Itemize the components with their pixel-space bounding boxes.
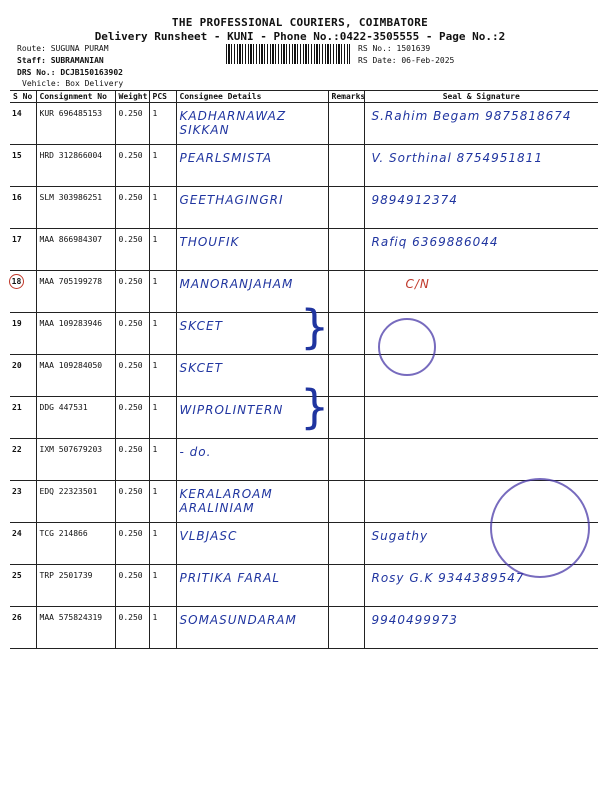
document-subtitle: Delivery Runsheet - KUNI - Phone No.:0422-3505555 - Page No.:2 bbox=[94, 30, 506, 43]
row-cons: TCG 214866 bbox=[36, 523, 115, 565]
handwritten-consignee: VLBJASC bbox=[179, 529, 238, 543]
row-remarks bbox=[328, 355, 364, 397]
row-remarks bbox=[328, 313, 364, 355]
row-cons: SLM 303986251 bbox=[36, 187, 115, 229]
row-consignee bbox=[176, 229, 328, 271]
row-sno bbox=[10, 271, 36, 313]
row-pcs: 1 bbox=[149, 481, 176, 523]
row-sno: 20 bbox=[10, 355, 36, 397]
handwritten-consignee: SOMASUNDARAM bbox=[179, 613, 297, 627]
row-pcs: 1 bbox=[149, 355, 176, 397]
row-weight: 0.250 bbox=[115, 145, 149, 187]
row-weight: 0.250 bbox=[115, 439, 149, 481]
handwritten-consignee: PRITIKA FARAL bbox=[179, 571, 281, 585]
row-weight: 0.250 bbox=[115, 355, 149, 397]
row-remarks bbox=[328, 439, 364, 481]
row-weight: 0.250 bbox=[115, 103, 149, 145]
row-sno: 22 bbox=[10, 439, 36, 481]
table-row bbox=[10, 565, 598, 607]
table-row bbox=[10, 607, 598, 649]
barcode bbox=[226, 44, 350, 64]
row-cons: HRD 312866004 bbox=[36, 145, 115, 187]
row-sno: 19 bbox=[10, 313, 36, 355]
row-signature bbox=[364, 271, 598, 313]
row-signature bbox=[364, 103, 598, 145]
col-signature: Seal & Signature bbox=[364, 91, 598, 103]
row-pcs: 1 bbox=[149, 439, 176, 481]
row-sno: 24 bbox=[10, 523, 36, 565]
handwritten-consignee: GEETHAGINGRI bbox=[179, 193, 284, 207]
row-sno: 14 bbox=[10, 103, 36, 145]
row-consignee bbox=[176, 523, 328, 565]
table-row bbox=[10, 229, 598, 271]
row-weight: 0.250 bbox=[115, 187, 149, 229]
col-consignment: Consignment No bbox=[36, 91, 115, 103]
row-cons: MAA 866984307 bbox=[36, 229, 115, 271]
col-consignee: Consignee Details bbox=[176, 91, 328, 103]
row-signature bbox=[364, 397, 598, 439]
row-consignee bbox=[176, 187, 328, 229]
col-weight: Weight bbox=[115, 91, 149, 103]
circled-sno: 18 bbox=[9, 274, 24, 289]
row-consignee bbox=[176, 565, 328, 607]
brace-mark: } bbox=[300, 380, 330, 434]
table-row bbox=[10, 439, 598, 481]
row-weight: 0.250 bbox=[115, 481, 149, 523]
row-weight: 0.250 bbox=[115, 271, 149, 313]
handwritten-signature: 9894912374 bbox=[371, 193, 458, 207]
row-weight: 0.250 bbox=[115, 523, 149, 565]
handwritten-consignee: MANORANJAHAM bbox=[179, 277, 294, 291]
table-row bbox=[10, 103, 598, 145]
row-pcs: 1 bbox=[149, 229, 176, 271]
handwritten-consignee: PEARLSMISTA bbox=[179, 151, 273, 165]
rs-number: RS No.: 1501639 bbox=[358, 44, 431, 53]
row-pcs: 1 bbox=[149, 145, 176, 187]
row-consignee bbox=[176, 103, 328, 145]
handwritten-signature: V. Sorthinal 8754951811 bbox=[371, 151, 543, 165]
col-remarks: Remarks bbox=[328, 91, 364, 103]
handwritten-signature: C/N bbox=[405, 277, 430, 291]
row-cons: MAA 705199278 bbox=[36, 271, 115, 313]
row-remarks bbox=[328, 607, 364, 649]
row-sno: 25 bbox=[10, 565, 36, 607]
row-sno: 21 bbox=[10, 397, 36, 439]
row-pcs: 1 bbox=[149, 397, 176, 439]
handwritten-consignee: KERALAROAM ARALINIAM bbox=[179, 487, 273, 515]
row-sno: 23 bbox=[10, 481, 36, 523]
handwritten-consignee: WIPROLINTERN bbox=[179, 403, 284, 417]
college-seal-stamp bbox=[378, 318, 436, 376]
row-remarks bbox=[328, 145, 364, 187]
handwritten-consignee: THOUFIK bbox=[179, 235, 240, 249]
row-signature bbox=[364, 145, 598, 187]
row-cons: TRP 2501739 bbox=[36, 565, 115, 607]
row-pcs: 1 bbox=[149, 607, 176, 649]
row-weight: 0.250 bbox=[115, 229, 149, 271]
drs-number: DRS No.: DCJB150163902 bbox=[17, 68, 123, 77]
row-pcs: 1 bbox=[149, 187, 176, 229]
row-signature bbox=[364, 607, 598, 649]
row-weight: 0.250 bbox=[115, 565, 149, 607]
handwritten-consignee: SKCET bbox=[179, 361, 223, 375]
row-sno: 17 bbox=[10, 229, 36, 271]
col-pcs: PCS bbox=[149, 91, 176, 103]
row-remarks bbox=[328, 103, 364, 145]
row-cons: KUR 696485153 bbox=[36, 103, 115, 145]
handwritten-signature: S.Rahim Begam 9875818674 bbox=[371, 109, 572, 123]
row-consignee bbox=[176, 145, 328, 187]
staff-label: Staff: SUBRAMANIAN bbox=[17, 56, 104, 65]
row-sno: 16 bbox=[10, 187, 36, 229]
row-pcs: 1 bbox=[149, 103, 176, 145]
handwritten-signature: 9940499973 bbox=[371, 613, 458, 627]
row-pcs: 1 bbox=[149, 565, 176, 607]
row-signature bbox=[364, 229, 598, 271]
row-remarks bbox=[328, 187, 364, 229]
table-row bbox=[10, 187, 598, 229]
handwritten-consignee: KADHARNAWAZ SIKKAN bbox=[179, 109, 287, 137]
row-pcs: 1 bbox=[149, 523, 176, 565]
row-pcs: 1 bbox=[149, 313, 176, 355]
handwritten-signature: Sugathy bbox=[371, 529, 429, 543]
row-cons: DDG 447531 bbox=[36, 397, 115, 439]
row-consignee bbox=[176, 607, 328, 649]
route-label: Route: SUGUNA PURAM bbox=[17, 44, 109, 53]
row-cons: MAA 109283946 bbox=[36, 313, 115, 355]
row-sno: 15 bbox=[10, 145, 36, 187]
row-signature bbox=[364, 439, 598, 481]
row-cons: MAA 575824319 bbox=[36, 607, 115, 649]
row-consignee bbox=[176, 439, 328, 481]
row-weight: 0.250 bbox=[115, 313, 149, 355]
row-remarks bbox=[328, 397, 364, 439]
table-header-row bbox=[10, 91, 598, 103]
row-pcs: 1 bbox=[149, 271, 176, 313]
row-cons: MAA 109284050 bbox=[36, 355, 115, 397]
row-cons: IXM 507679203 bbox=[36, 439, 115, 481]
row-consignee bbox=[176, 481, 328, 523]
col-sno: S No bbox=[10, 91, 36, 103]
row-weight: 0.250 bbox=[115, 397, 149, 439]
handwritten-consignee: - do. bbox=[179, 445, 212, 459]
row-remarks bbox=[328, 229, 364, 271]
row-weight: 0.250 bbox=[115, 607, 149, 649]
rs-date: RS Date: 06-Feb-2025 bbox=[358, 56, 455, 65]
row-remarks bbox=[328, 565, 364, 607]
handwritten-consignee: SKCET bbox=[179, 319, 223, 333]
handwritten-signature: Rosy G.K 9344389547 bbox=[371, 571, 525, 585]
row-remarks bbox=[328, 271, 364, 313]
college-seal-stamp bbox=[490, 478, 590, 578]
row-cons: EDQ 22323501 bbox=[36, 481, 115, 523]
row-sno: 26 bbox=[10, 607, 36, 649]
vehicle-label: Vehicle: Box Delivery bbox=[22, 79, 124, 88]
row-remarks bbox=[328, 523, 364, 565]
brace-mark: } bbox=[300, 300, 330, 354]
table-row bbox=[10, 145, 598, 187]
handwritten-signature: Rafiq 6369886044 bbox=[371, 235, 499, 249]
document-title: THE PROFESSIONAL COURIERS, COIMBATORE bbox=[171, 16, 429, 29]
row-remarks bbox=[328, 481, 364, 523]
row-signature bbox=[364, 187, 598, 229]
